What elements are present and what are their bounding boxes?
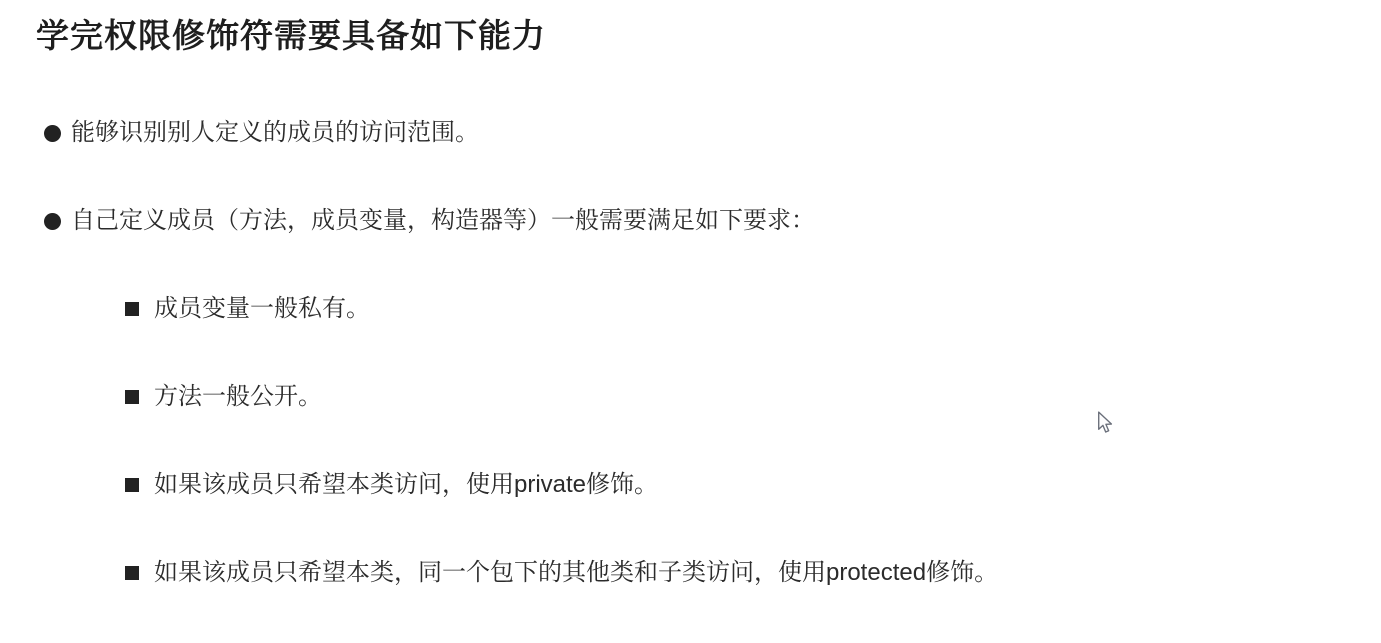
square-bullet-icon bbox=[125, 478, 139, 492]
list-item-text: 如果该成员只希望本类访问，使用private修饰。 bbox=[154, 471, 659, 498]
circle-bullet-icon bbox=[44, 213, 61, 230]
list-item-text: 能够识别别人定义的成员的访问范围。 bbox=[71, 119, 479, 146]
square-bullet-icon bbox=[125, 390, 139, 404]
list-item bbox=[36, 206, 1341, 236]
square-bullet-icon bbox=[125, 302, 139, 316]
list-item bbox=[36, 118, 1341, 148]
page-title: 学完权限修饰符需要具备如下能力 bbox=[36, 17, 546, 54]
list-item bbox=[36, 382, 1341, 412]
list-item bbox=[36, 470, 1341, 500]
list-item bbox=[36, 558, 1341, 588]
circle-bullet-icon bbox=[44, 125, 61, 142]
list-item-text: 如果该成员只希望本类，同一个包下的其他类和子类访问，使用protected修饰。 bbox=[154, 559, 999, 586]
list-item-text: 成员变量一般私有。 bbox=[154, 295, 370, 322]
list-item-text: 方法一般公开。 bbox=[154, 383, 322, 410]
list-item bbox=[36, 294, 1341, 324]
square-bullet-icon bbox=[125, 566, 139, 580]
list-item-text: 自己定义成员（方法，成员变量，构造器等）一般需要满足如下要求： bbox=[71, 207, 815, 234]
